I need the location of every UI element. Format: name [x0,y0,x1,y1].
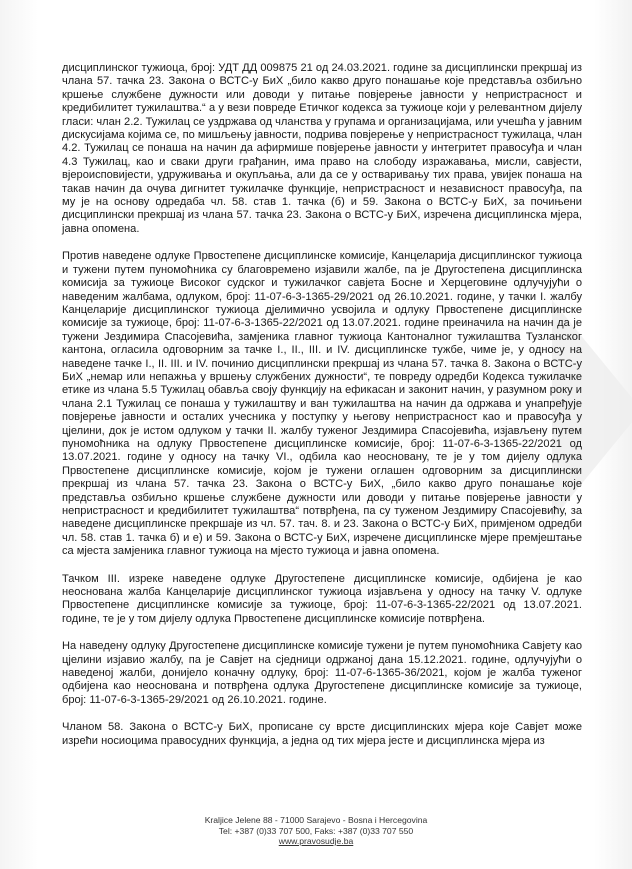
document-body [62,62,582,762]
paragraph-3: Тачком III. изреке наведене одлуке Другостепене дисциплинске комисије, одбијена је као неоснована жалба Канцеларије дисциплинског тужиоца изјављена у односу на тачку V. одлуке Првостепене дисциплинске комисије за тужиоце, број: 11-07-6-3-1365-22/2021 од 13.07.2021. године, те је у том дијелу одлука Првостепене дисциплинске комисије потврђена. [62,572,582,625]
page-footer [0,815,632,847]
paragraph-2: Против наведене одлуке Првостепене дисциплинске комисије, Канцеларија дисциплинског тужиоца и тужени путем пуномоћника су благовремено изјавили жалбе, па је Другостепена дисциплинска комисија за тужиоце Високог судског и тужилачког савјета Босне и Херцеговине одлучујући о наведеним жалбама, одлуком, број: 11-07-6-3-1365-29/2021 од 26.10.2021. године, у тачки I. жалбу Канцеларије дисциплинског тужиоца дјелимично усвојила и одлуку Првостепене дисциплинске комисије за тужиоце, број: 11-07-6-3-1365-22/2021 од 13.07.2021. године преиначила на начин да је тужени Јездимира Спасојевића, замјеника главног тужиоца Кантоналног тужилаштва Тузланског кантона, огласила одговорним за тачке I., II., III. и IV. дисциплинске тужбе, чиме је, у односу на наведене тачке I., II. III. и IV. починио дисциплински прекршај из члана 57. тачка 8. Закона о ВСТС-у БиХ „немар или непажња у вршењу службених дужности“, те повреду одредби Кодекса тужилачке етике из члана 5.5 Тужилац обавља своју функцију на ефикасан и законит начин, у разумном року и члана 2.1 Тужилац се понаша у тужилаштву и ван тужилаштва на начин да одржава и унапређује повјерење јавности и осталих учесника у поступку у његову непристрасност као и правосуђа у цјелини, док је истом одлуком у тачки II. жалбу туженог Јездимира Спасојевића, изјављену путем пуномоћника на одлуку Првостепене дисциплинске комисије, број: 11-07-6-3-1365-22/2021 од 13.07.2021. године у односу на тачку VI., одбила као неосновану, те је у том дијелу одлука Првостепене дисциплинске комисије, којом је тужени оглашен одговорним за дисциплински прекршај из члана 57. тачка 23. Закона о ВСТС-у БиХ, „било какво друго понашање које представља озбиљно кршење службене дужности или доводи у питање повјерење јавности у непристрасност и кредибилитет тужилаштва“ потврђена, па су туженом Јездимиру Спасојевићу, за наведене дисциплинске прекршаје из чл. 57. тач. 8. и 23. Закона о ВСТС-у БиХ, примјеном одредби чл. 58. став 1. тачка б) и е) и 59. Закона о ВСТС-у БиХ, изречене дисциплинске мјере премјештање са мјеста замјеника главног тужиоца на мјесто тужиоца и јавна опомена. [62,250,582,558]
paragraph-5: Чланом 58. Закона о ВСТС-у БиХ, прописане су врсте дисциплинских мјера које Савјет може изрећи носиоцима правосудних функција, а једна од тих мјера јесте и дисциплинска мјера из [62,721,582,747]
paragraph-1: дисциплинског тужиоца, број: УДТ ДД 009875 21 од 24.03.2021. године за дисциплински прекршај из члана 57. тачка 23. Закона о ВСТС-у БиХ „било какво друго понашање које представља озбиљно кршење службене дужности или доводи у питање повјерење јавности у непристрасност и кредибилитет тужилаштва.“ а у вези повреде Етичког кодекса за тужиоце који у релевантном дијелу гласи: члан 2.2. Тужилац се уздржава од чланства у групама и организацијама, или учешћа у јавним дискусијама којима се, по мишљењу јавности, подрива повјерење у непристрасност тужилаца, члан 4.2. Тужилац се понаша на начин да афирмише повјерење јавности у интегритет правосуђа и члан 4.3 Тужилац, као и сваки други грађанин, има право на слободу изражавања, мисли, савјести, вјероисповијести, удруживања и окупљања, али да се у остваривању тих права, увијек понаша на такав начин да очува дигнитет тужилачке функције, непристрасност и независност правосуђа, па му је на основу одредаба чл. 58. став 1. тачка (б) и 59. Закона о ВСТС-у БиХ, за почињени дисциплински прекршај из члана 57. тачка 23. Закона о ВСТС-у БиХ, изречена дисциплинска мјера, јавна опомена. [62,62,582,235]
footer-website-link[interactable]: www.pravosudje.ba [278,836,354,846]
footer-contact: Tel: +387 (0)33 707 500, Faks: +387 (0)33 707 550 [218,825,414,836]
footer-address: Kraljice Jelene 88 - 71000 Sarajevo - Bosna i Hercegovina [204,815,428,825]
paragraph-4: На наведену одлуку Другостепене дисциплинске комисије тужени је путем пуномоћника Савјету као цјелини изјавио жалбу, па је Савјет на сједници одржаној дана 15.12.2021. године, одлучујући о наведеној жалби, донијело коначну одлуку, број: 11-07-6-1365-36/2021, којом је жалба туженог одбијена као неоснована и потврђена одлука Другостепене дисциплинске комисије за тужиоце, број: 11-07-6-3-1365-29/2021 од 26.10.2021. године. [62,640,582,706]
